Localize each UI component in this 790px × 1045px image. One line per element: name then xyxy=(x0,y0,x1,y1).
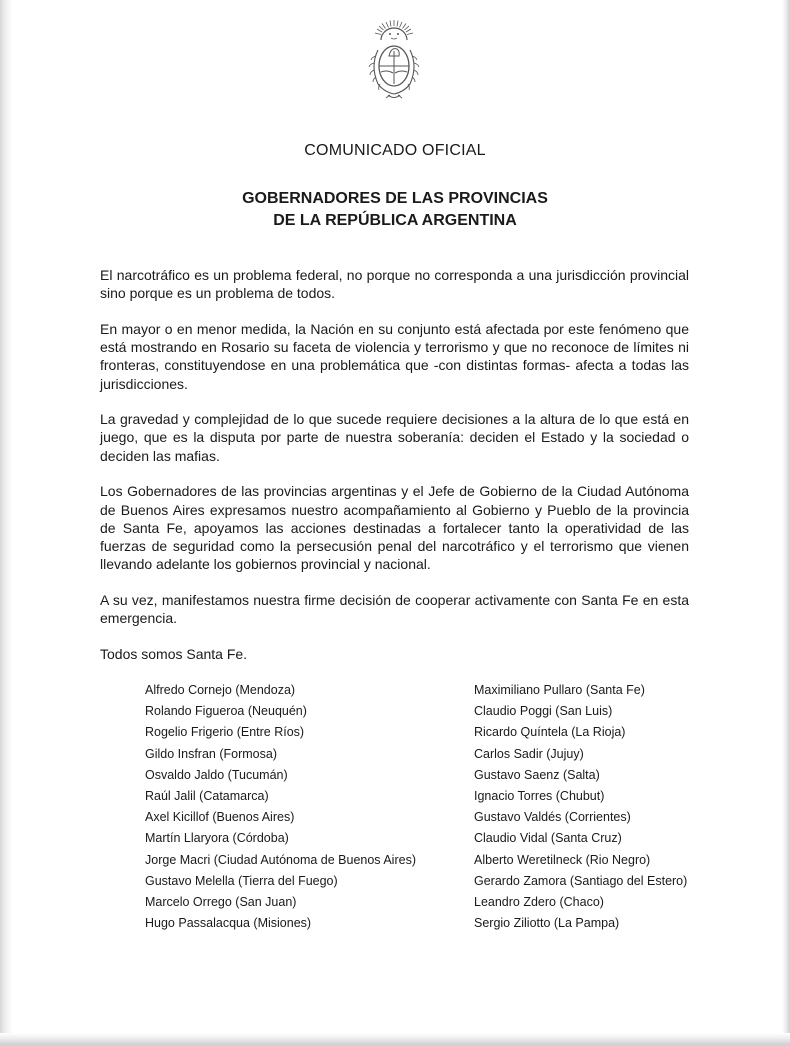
page-shadow-bottom xyxy=(0,1033,790,1045)
signatories-right-column xyxy=(474,680,774,934)
signatory: Sergio Ziliotto (La Pampa) xyxy=(474,916,620,931)
signatory: Rogelio Frigerio (Entre Ríos) xyxy=(145,725,305,740)
signatory: Carlos Sadir (Jujuy) xyxy=(474,746,584,761)
signatory: Gustavo Saenz (Salta) xyxy=(474,767,600,782)
paragraph: La gravedad y complejidad de lo que sucede requiere decisiones a la altura de lo que está en juego, que es la disputa por parte de nuestra soberanía: deciden el Estado y la sociedad o deciden las mafias. xyxy=(100,411,689,464)
signatory: Claudio Poggi (San Luis) xyxy=(474,704,613,719)
paragraph: A su vez, manifestamos nuestra firme decisión de cooperar activamente con Santa Fe en esta emergencia. xyxy=(100,591,689,627)
document-body xyxy=(100,266,689,680)
signatory: Leandro Zdero (Chaco) xyxy=(474,895,604,910)
signatory: Martín Llaryora (Córdoba) xyxy=(145,831,289,846)
signatory: Ignacio Torres (Chubut) xyxy=(474,789,605,804)
coat-of-arms-icon xyxy=(364,18,424,108)
signatory: Raúl Jalil (Catamarca) xyxy=(145,789,269,804)
signatory: Marcelo Orrego (San Juan) xyxy=(145,895,297,910)
signatory: Gustavo Valdés (Corrientes) xyxy=(474,810,631,825)
title-line: DE LA REPÚBLICA ARGENTINA xyxy=(273,212,517,229)
signatory: Osvaldo Jaldo (Tucumán) xyxy=(145,767,288,782)
signatory: Gustavo Melella (Tierra del Fuego) xyxy=(145,873,338,888)
closing-line: Todos somos Santa Fe. xyxy=(100,645,248,662)
signatory: Hugo Passalacqua (Misiones) xyxy=(145,916,312,931)
signatory: Jorge Macri (Ciudad Autónoma de Buenos Aires) xyxy=(145,852,416,867)
signatory: Alfredo Cornejo (Mendoza) xyxy=(145,683,296,697)
signatory: Alberto Weretilneck (Rio Negro) xyxy=(474,852,651,867)
paragraph: El narcotráfico es un problema federal, no porque no corresponda a una jurisdicción provincial sino porque es un problema de todos. xyxy=(100,267,689,302)
document-type: COMUNICADO OFICIAL xyxy=(304,142,486,159)
signatory: Claudio Vidal (Santa Cruz) xyxy=(474,831,622,846)
signatory: Maximiliano Pullaro (Santa Fe) xyxy=(474,683,645,697)
signatory: Ricardo Quíntela (La Rioja) xyxy=(474,725,626,740)
signatory: Gildo Insfran (Formosa) xyxy=(145,746,277,761)
paragraph: En mayor o en menor medida, la Nación en su conjunto está afectada por este fenómeno que está mostrando en Rosario su faceta de violencia y terrorismo y que no reconoce de límites ni fronteras, constituyendose en una problemática que -con distintas formas- afecta a todas las jurisdicciones. xyxy=(100,320,689,392)
document-title xyxy=(0,188,790,232)
paragraph: Los Gobernadores de las provincias argentinas y el Jefe de Gobierno de la Ciudad Autónoma de Buenos Aires expresamos nuestro acompañamiento al Gobierno y Pueblo de la provincia de Santa Fe, apoyamos las acciones destinadas a fortalecer tanto la operatividad de las fuerzas de seguridad como la persecusión penal del narcotráfico y el terrorismo que vienen llevando adelante los gobiernos provincial y nacional. xyxy=(100,483,689,573)
signatory: Axel Kicillof (Buenos Aires) xyxy=(145,810,295,825)
signatories-left-column xyxy=(145,680,455,934)
signatory: Rolando Figueroa (Neuquén) xyxy=(145,704,307,719)
signatory: Gerardo Zamora (Santiago del Estero) xyxy=(474,873,688,888)
title-line: GOBERNADORES DE LAS PROVINCIAS xyxy=(242,190,548,207)
